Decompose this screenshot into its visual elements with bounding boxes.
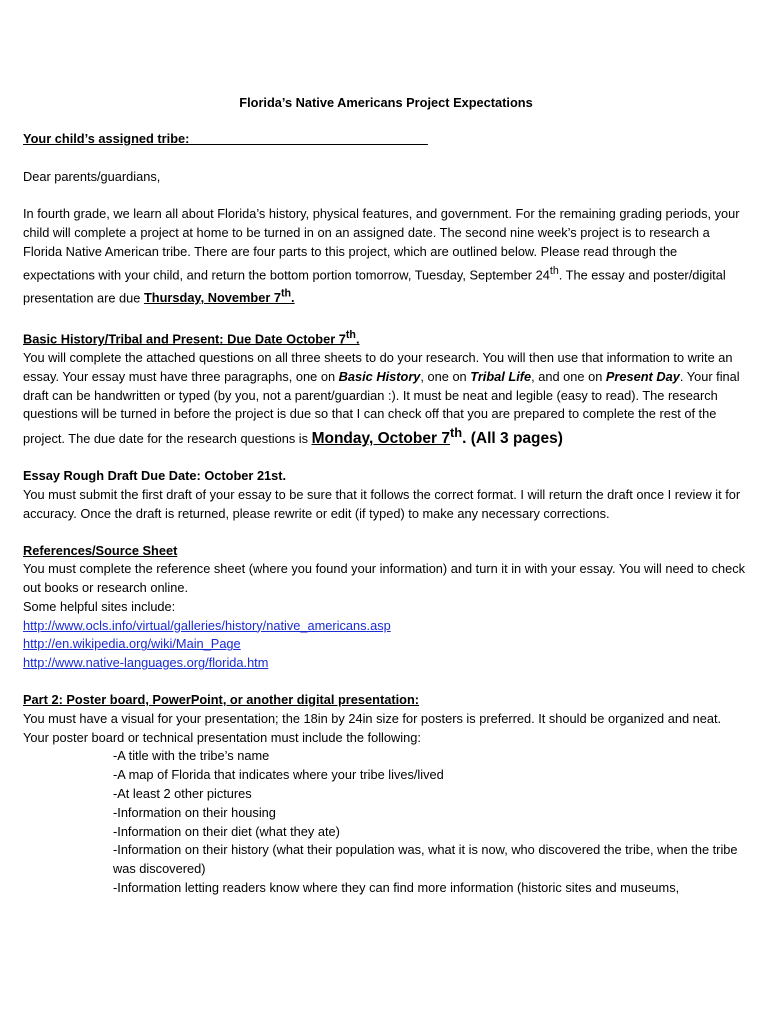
list-item: -Information on their diet (what they ate) [113,823,340,839]
references-heading: References/Source Sheet [23,542,178,558]
link-ocls[interactable]: http://www.ocls.info/virtual/galleries/history/native_americans.asp [23,617,391,633]
list-item: -Information on their housing [113,804,276,820]
document-content [23,94,749,916]
list-item: -A title with the tribe’s name [113,748,270,764]
basic-text-2: , one on [420,368,471,384]
basic-history-text [23,349,749,449]
final-due-date [143,287,295,306]
page-title: Florida’s Native Americans Project Expectations [239,95,533,110]
basic-heading-sup: th [345,328,356,341]
research-due-sup: th [449,425,463,441]
list-item: -Information letting readers know where they can find more information (historic sites and museums, [113,880,680,896]
basic-history-heading [23,326,749,349]
list-item: -Information on their history (what their population was, what it is now, who discovered the tribe, when the tribe was discovered) [113,842,738,877]
basic-text-1: You will complete the attached questions on all three sheets to do your research. You will then use that information to write an essay. Your essay must have three paragraphs, one on [23,349,733,384]
helpful-sites-label: Some helpful sites include: [23,598,176,614]
intro-paragraph [23,205,749,308]
intro-text: In fourth grade, we learn all about Florida’s history, physical features, and government. For the remaining grading periods, your child will complete a project at home to be turned in on an assigned date. The second nine week’s project is to research a Florida Native American tribe. There are four parts to this project, which are outlined below. Please read through the expectations with your child, and return the bottom portion tomorrow, Tuesday, September 24 [23,206,740,283]
intro-text-2: . The essay and poster/digital presentation are due [23,267,726,306]
part2-section [23,691,749,898]
greeting: Dear parents/guardians, [23,168,161,184]
part2-text: You must have a visual for your presentation; the 18in by 24in size for posters is preferred. It should be organized and neat. Your poster board or technical presentation must include the following: [23,710,722,745]
final-due-text: Thursday, November 7 [143,290,281,306]
basic-heading-text: Basic History/Tribal and Present: Due Date October 7 [23,331,346,347]
link-native-languages[interactable]: http://www.native-languages.org/florida.htm [23,655,269,671]
requirements-list [113,747,749,897]
part2-heading: Part 2: Poster board, PowerPoint, or another digital presentation: [23,692,420,708]
rough-draft-section [23,467,749,523]
basic-text-4: . Your final draft can be handwritten or typed (by you, not a parent/guardian :). It must be neat and legible (easy to read). The research questions will be turned in before the project is due so that I can check off that you are prepared to complete the rest of the project. The due date for the research questions is [23,368,740,447]
intro-sup: th [549,264,559,277]
list-item: -A map of Florida that indicates where your tribe lives/lived [113,767,444,783]
basic-heading-end: . [355,331,360,347]
research-due-date [311,425,563,448]
final-due-sup: th [280,287,292,300]
references-section [23,542,749,674]
basic-text-3: , and one on [531,368,606,384]
assigned-tribe-line: Your child’s assigned tribe: _________________________________ [23,130,428,146]
basic-history-emph: Basic History [338,368,421,384]
link-wikipedia[interactable]: http://en.wikipedia.org/wiki/Main_Page [23,636,241,652]
rough-draft-text: You must submit the first draft of your essay to be sure that it follows the correct format. I will return the draft once I review it for accuracy. Once the draft is returned, please rewrite or edit (if typed) to make any necessary corrections. [23,486,741,521]
final-due-end: . [291,290,295,306]
present-day-emph: Present Day [605,368,680,384]
basic-history-section [23,326,749,449]
list-item: -At least 2 other pictures [113,786,252,802]
references-text: You must complete the reference sheet (where you found your information) and turn it in with your essay. You will need to check out books or research online. [23,561,746,596]
tribal-life-emph: Tribal Life [470,368,532,384]
rough-draft-heading: Essay Rough Draft Due Date: October 21st. [23,468,287,484]
research-due-end: . (All 3 pages) [462,430,563,448]
research-due-text: Monday, October 7 [311,430,450,448]
